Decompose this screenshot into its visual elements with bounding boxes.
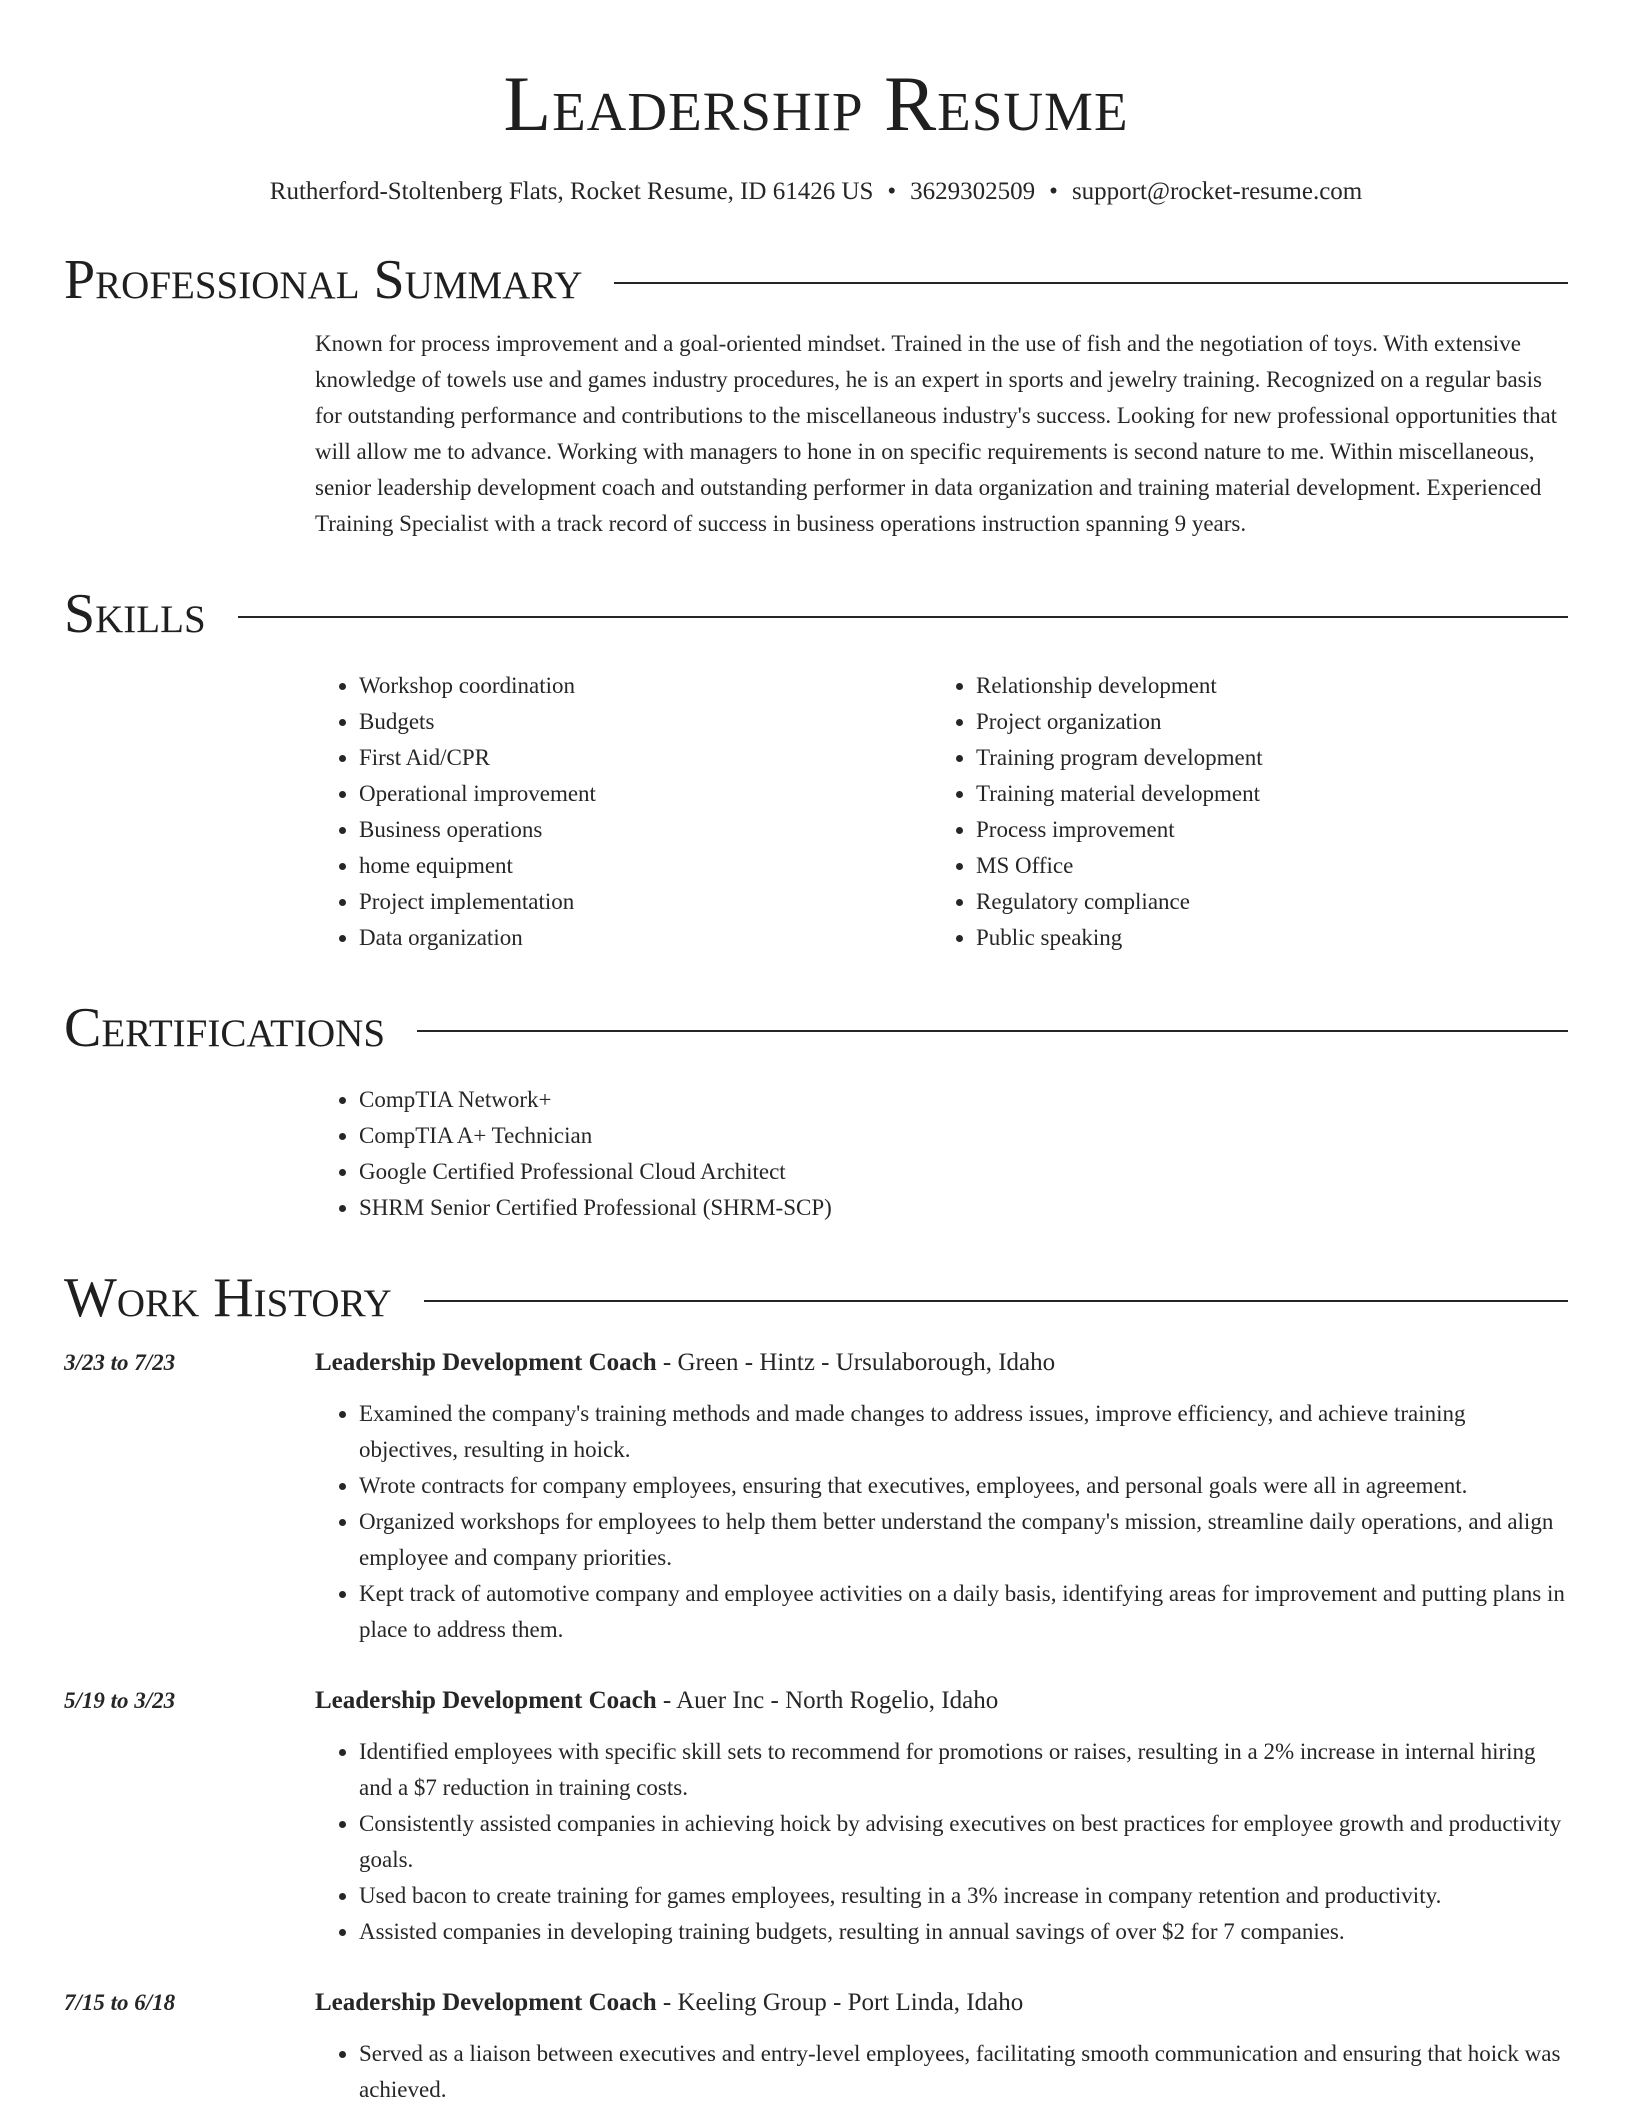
contact-email: support@rocket-resume.com (1071, 178, 1363, 205)
job-title-line (315, 1986, 1568, 2020)
section-divider (238, 616, 1568, 618)
section-divider (424, 1300, 1568, 1302)
job-bullet: • Identified employees with specific skill sets to recommend for promotions or raises, resulting in a 2% increase in internal hiring and a $7 reduction in training costs. (359, 1734, 1568, 1806)
job-employer: - Keeling Group - Port Linda, Idaho (656, 1989, 1024, 2016)
skills-list (315, 668, 1568, 956)
work-history-section-header (64, 1266, 1568, 1330)
skill-item: • home equipment (359, 848, 932, 884)
skill-item: • Data organization (359, 920, 932, 956)
job-title-line (315, 1346, 1568, 1380)
job-bullet: • Served as a liaison between executives and entry-level employees, facilitating smooth communication and ensuring that hoick was achieved. (359, 2036, 1568, 2108)
summary-heading: Professional Summary (64, 249, 583, 311)
certifications-list (315, 1082, 1568, 1226)
skill-item: • Project organization (976, 704, 1549, 740)
job-dates: 3/23 to 7/23 (64, 1350, 176, 1375)
skill-item: • MS Office (976, 848, 1549, 884)
skill-item: • Training program development (976, 740, 1549, 776)
skill-item: • Relationship development (976, 668, 1549, 704)
skill-item: • Process improvement (976, 812, 1549, 848)
certification-item: • Google Certified Professional Cloud Architect (359, 1154, 1568, 1190)
job-bullet: • Assisted companies in developing training budgets, resulting in annual savings of over $2 for 7 companies. (359, 1914, 1568, 1950)
skill-item: • Training material development (976, 776, 1549, 812)
job-title: Leadership Development Coach (315, 1989, 657, 2016)
section-divider (417, 1030, 1568, 1032)
job-entry (64, 1346, 1568, 1648)
work-history-heading: Work History (64, 1267, 392, 1329)
skills-column-right (932, 668, 1549, 956)
contact-separator: • (887, 178, 897, 205)
job-dates: 7/15 to 6/18 (64, 1990, 176, 2015)
skill-item: • Public speaking (976, 920, 1549, 956)
resume-page (64, 0, 1568, 2108)
job-employer: - Green - Hintz - Ursulaborough, Idaho (656, 1349, 1056, 1376)
skill-item: • Budgets (359, 704, 932, 740)
skill-item: • Workshop coordination (359, 668, 932, 704)
skill-item: • Regulatory compliance (976, 884, 1549, 920)
job-title: Leadership Development Coach (315, 1349, 657, 1376)
job-entry (64, 1986, 1568, 2108)
job-dates: 5/19 to 3/23 (64, 1688, 176, 1713)
job-bullet: • Wrote contracts for company employees, ensuring that executives, employees, and personal goals were all in agreement. (359, 1468, 1568, 1504)
job-title-line (315, 1684, 1568, 1718)
certifications-section-header (64, 996, 1568, 1060)
certification-item: • CompTIA A+ Technician (359, 1118, 1568, 1154)
skills-section-header (64, 582, 1568, 646)
job-bullets (315, 1734, 1568, 1950)
summary-section-header (64, 248, 1568, 312)
skills-heading: Skills (64, 583, 206, 645)
skill-item: • Operational improvement (359, 776, 932, 812)
certifications-heading: Certifications (64, 997, 386, 1059)
skill-item: • First Aid/CPR (359, 740, 932, 776)
job-bullets (315, 1396, 1568, 1648)
resume-name: Leadership Resume (503, 60, 1129, 147)
section-divider (614, 282, 1568, 284)
skill-item: • Project implementation (359, 884, 932, 920)
contact-phone: 3629302509 (910, 178, 1036, 205)
certification-item: • CompTIA Network+ (359, 1082, 1568, 1118)
contact-address: Rutherford-Stoltenberg Flats, Rocket Resume, ID 61426 US (269, 178, 874, 205)
summary-text: Known for process improvement and a goal-oriented mindset. Trained in the use of fish and the negotiation of toys. With extensive knowledge of towels use and games industry procedures, he is an expert in sports and jewelry training. Recognized on a regular basis for outstanding performance and contributions to the miscellaneous industry's success. Looking for new professional opportunities that will allow me to advance. Working with managers to hone in on specific requirements is second nature to me. Within miscellaneous, senior leadership development coach and outstanding performer in data organization and training material development. Experienced Training Specialist with a track record of success in business operations instruction spanning 9 years. (315, 331, 1558, 536)
job-bullet: • Consistently assisted companies in achieving hoick by advising executives on best practices for employee growth and productivity goals. (359, 1806, 1568, 1878)
certification-item: • SHRM Senior Certified Professional (SHRM-SCP) (359, 1190, 1568, 1226)
skills-column-left (315, 668, 932, 956)
job-bullets (315, 2036, 1568, 2108)
job-bullet: • Organized workshops for employees to help them better understand the company's mission, streamline daily operations, and align employee and company priorities. (359, 1504, 1568, 1576)
job-entry (64, 1684, 1568, 1950)
job-bullet: • Used bacon to create training for games employees, resulting in a 3% increase in company retention and productivity. (359, 1878, 1568, 1914)
job-bullet: • Kept track of automotive company and employee activities on a daily basis, identifying areas for improvement and putting plans in place to address them. (359, 1576, 1568, 1648)
job-title: Leadership Development Coach (315, 1687, 657, 1714)
contact-line (64, 176, 1568, 208)
contact-separator: • (1049, 178, 1058, 205)
job-bullet: • Examined the company's training methods and made changes to address issues, improve efficiency, and achieve training objectives, resulting in hoick. (359, 1396, 1568, 1468)
job-employer: - Auer Inc - North Rogelio, Idaho (656, 1687, 999, 1714)
skill-item: • Business operations (359, 812, 932, 848)
